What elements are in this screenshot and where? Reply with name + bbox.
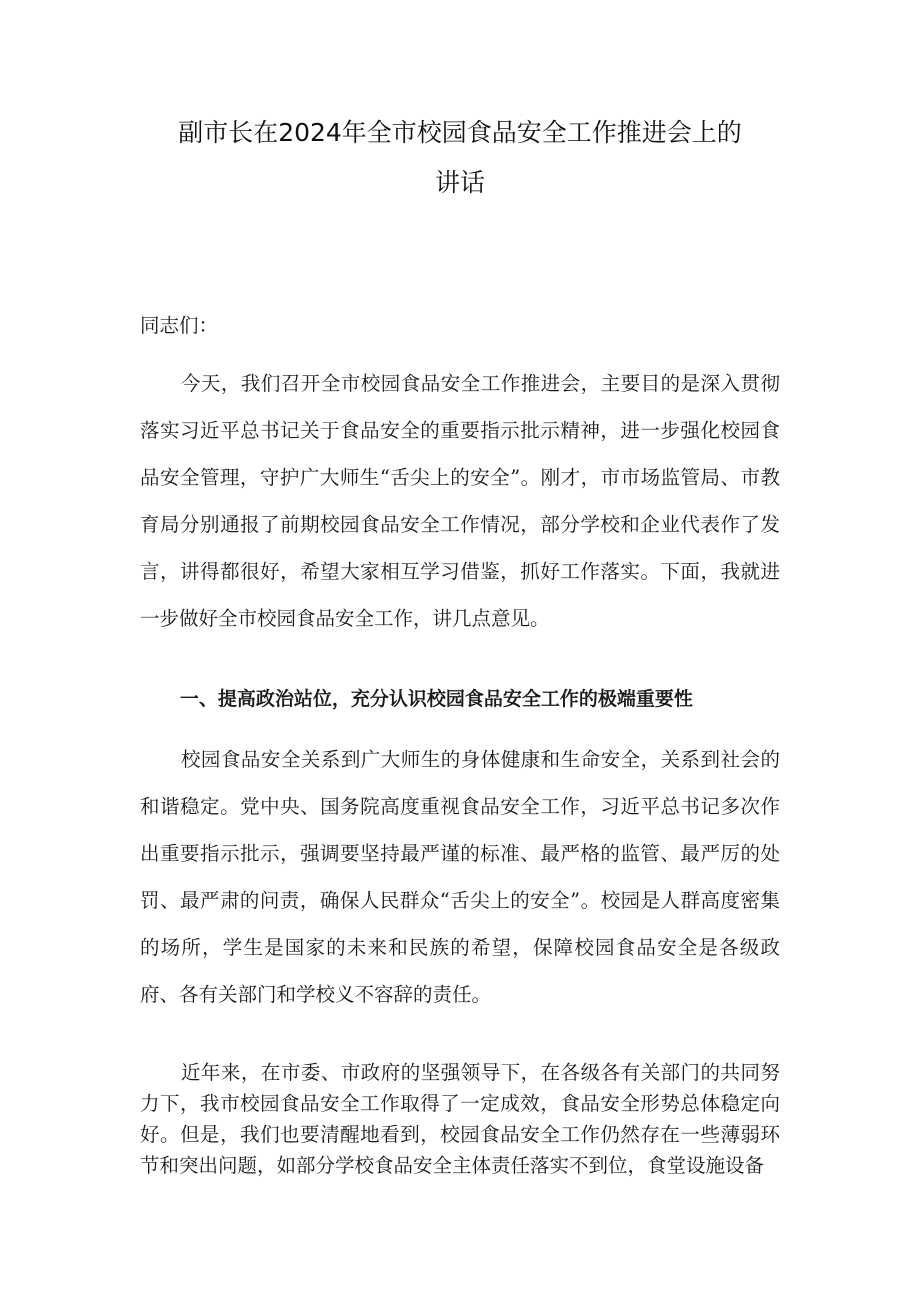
paragraph-intro: 今天，我们召开全市校园食品安全工作推进会，主要目的是深入贯彻落实习近平总书记关于食品安全的重要指示批示精神，进一步强化校园食品安全管理，守护广大师生“舌尖上的安全”。刚才，市市场监管局、市教育局分别通报了前期校园食品安全工作情况，部分学校和企业代表作了发言，讲得都很好，希望大家相互学习借鉴，抓好工作落实。下面，我就进一步做好全市校园食品安全工作，讲几点意见。 (140, 372, 780, 630)
document-title-line2: 讲话 (434, 168, 485, 197)
document-title-line1: 副市长在2024年全市校园食品安全工作推进会上的 (178, 118, 742, 147)
section-heading-1: 一、提高政治站位，充分认识校园食品安全工作的极端重要性 (179, 688, 693, 710)
paragraph-recent-years: 近年来，在市委、市政府的坚强领导下，在各级各有关部门的共同努力下，我市校园食品安全工作取得了一定成效，食品安全形势总体稳定向好。但是，我们也要清醒地看到，校园食品安全工作仍然存在一些薄弱环节和突出问题，如部分学校食品安全主体责任落实不到位，食堂设施设备 (140, 1061, 780, 1177)
greeting: 同志们： (140, 314, 219, 337)
paragraph-importance: 校园食品安全关系到广大师生的身体健康和生命安全，关系到社会的和谐稳定。党中央、国务院高度重视食品安全工作，习近平总书记多次作出重要指示批示，强调要坚持最严谨的标准、最严格的监管、最严厉的处罚、最严肃的问责，确保人民群众“舌尖上的安全”。校园是人群高度密集的场所，学生是国家的未来和民族的希望，保障校园食品安全是各级政府、各有关部门和学校义不容辞的责任。 (140, 748, 780, 1006)
